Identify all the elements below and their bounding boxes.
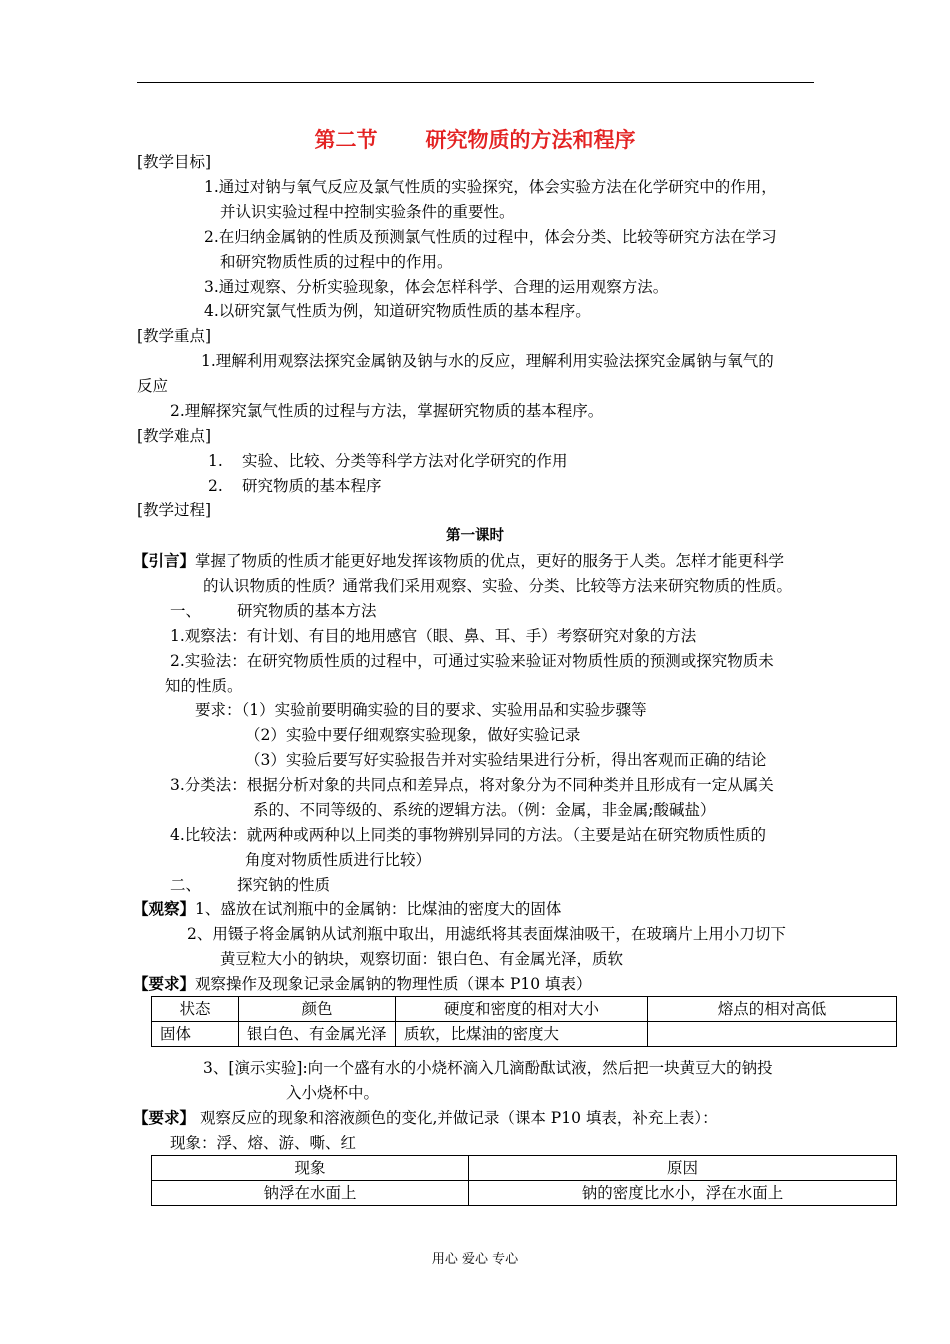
table-header: 颜色 (239, 997, 396, 1022)
table-cell: 银白色、有金属光泽 (239, 1022, 396, 1047)
table-row (152, 1022, 897, 1047)
header-rule (137, 82, 814, 83)
table-cell: 钠的密度比水小，浮在水面上 (469, 1181, 897, 1206)
goal-2a: 2.在归纳金属钠的性质及预测氯气性质的过程中，体会分类、比较等研究方法在学习 (204, 228, 777, 246)
section-2-num: 二、 (170, 876, 202, 894)
method-3a: 3.分类法：根据分析对象的共同点和差异点，将对象分为不同种类并且形成有一定从属关 (170, 776, 774, 794)
table-row (152, 1156, 897, 1181)
table-header: 熔点的相对高低 (648, 997, 897, 1022)
page-title (0, 124, 950, 154)
goal-1b: 并认识实验过程中控制实验条件的重要性。 (220, 203, 515, 221)
demo-a: 3、[演示实验]:向一个盛有水的小烧杯滴入几滴酚酞试液，然后把一块黄豆大的钠投 (203, 1059, 773, 1077)
goal-2b: 和研究物质性质的过程中的作用。 (220, 253, 453, 271)
requirement-2: （2）实验中要仔细观察实验现象，做好实验记录 (245, 726, 581, 744)
keypoints-heading: [教学重点] (137, 327, 212, 345)
goal-1a: 1.通过对钠与氧气反应及氯气性质的实验探究，体会实验方法在化学研究中的作用， (204, 178, 777, 196)
observe-2a: 2、用镊子将金属钠从试剂瓶中取出，用滤纸将其表面煤油吸干，在玻璃片上用小刀切下 (187, 925, 786, 943)
method-1: 1.观察法：有计划、有目的地用感官（眼、鼻、耳、手）考察研究对象的方法 (170, 627, 697, 645)
difficulty-1-num: 1. (208, 452, 223, 470)
table-row (152, 997, 897, 1022)
requirement-1: 要求：（1）实验前要明确实验的目的要求、实验用品和实验步骤等 (195, 701, 647, 719)
goal-3: 3.通过观察、分析实验现象，体会怎样科学、合理的运用观察方法。 (204, 278, 669, 296)
table-cell: 质软，比煤油的密度大 (396, 1022, 648, 1047)
observe-2b: 黄豆粒大小的钠块，观察切面：银白色、有金属光泽，质软 (220, 950, 624, 968)
phenomena-summary: 现象：浮、熔、游、嘶、红 (170, 1134, 357, 1152)
table-header: 现象 (152, 1156, 469, 1181)
goal-4: 4.以研究氯气性质为例，知道研究物质性质的基本程序。 (204, 302, 591, 320)
keypoint-2: 2.理解探究氯气性质的过程与方法，掌握研究物质的基本程序。 (170, 402, 604, 420)
intro-text-a: 掌握了物质的性质才能更好地发挥该物质的优点，更好的服务于人类。怎样才能更科学 (195, 552, 785, 570)
difficulty-2-num: 2. (208, 477, 223, 495)
section-1-num: 一、 (170, 602, 202, 620)
difficulty-1: 实验、比较、分类等科学方法对化学研究的作用 (242, 452, 568, 470)
table-header: 原因 (469, 1156, 897, 1181)
table-cell (648, 1022, 897, 1047)
requirement-2-tag: 【要求】 (133, 1108, 196, 1127)
observe-1: 1、盛放在试剂瓶中的金属钠：比煤油的密度大的固体 (195, 900, 562, 918)
method-2a: 2.实验法：在研究物质性质的过程中，可通过实验来验证对物质性质的预测或探究物质未 (170, 652, 774, 670)
keypoint-1a: 1.理解利用观察法探究金属钠及钠与水的反应，理解利用实验法探究金属钠与氧气的 (201, 352, 774, 370)
requirement-text: 观察操作及现象记录金属钠的物理性质（课本 P10 填表） (195, 975, 592, 993)
observe-tag: 【观察】 (133, 899, 196, 918)
method-4b: 角度对物质性质进行比较） (245, 851, 432, 869)
section-1-title: 研究物质的基本方法 (237, 602, 377, 620)
lesson-title: 第一课时 (446, 527, 504, 544)
process-heading: [教学过程] (137, 501, 212, 519)
difficulties-heading: [教学难点] (137, 427, 212, 445)
intro-text-b: 的认识物质的性质？通常我们采用观察、实验、分类、比较等方法来研究物质的性质。 (203, 577, 793, 595)
sodium-properties-table (151, 996, 897, 1047)
section-2-title: 探究钠的性质 (237, 876, 331, 894)
keypoint-1b: 反应 (137, 377, 169, 395)
title-name: 研究物质的方法和程序 (425, 128, 636, 152)
method-4a: 4.比较法：就两种或两种以上同类的事物辨别异同的方法。（主要是站在研究物质性质的 (170, 826, 767, 844)
requirement-2-text: 观察反应的现象和溶液颜色的变化,并做记录（课本 P10 填表，补充上表）： (195, 1109, 718, 1127)
goals-heading: [教学目标] (137, 153, 212, 171)
table-cell: 固体 (152, 1022, 239, 1047)
requirement-tag: 【要求】 (133, 974, 196, 993)
table-header: 状态 (152, 997, 239, 1022)
reaction-table (151, 1155, 897, 1206)
title-section: 第二节 (314, 128, 378, 152)
method-2b: 知的性质。 (165, 677, 243, 695)
page-footer: 用心 爱心 专心 (431, 1252, 519, 1267)
intro-tag: 【引言】 (133, 551, 196, 570)
requirement-3: （3）实验后要写好实验报告并对实验结果进行分析，得出客观而正确的结论 (245, 751, 767, 769)
table-header: 硬度和密度的相对大小 (396, 997, 648, 1022)
table-cell: 钠浮在水面上 (152, 1181, 469, 1206)
table-row (152, 1181, 897, 1206)
demo-b: 入小烧杯中。 (286, 1084, 380, 1102)
method-3b: 系的、不同等级的、系统的逻辑方法。（例：金属，非金属;酸碱盐） (253, 801, 716, 819)
difficulty-2: 研究物质的基本程序 (242, 477, 382, 495)
